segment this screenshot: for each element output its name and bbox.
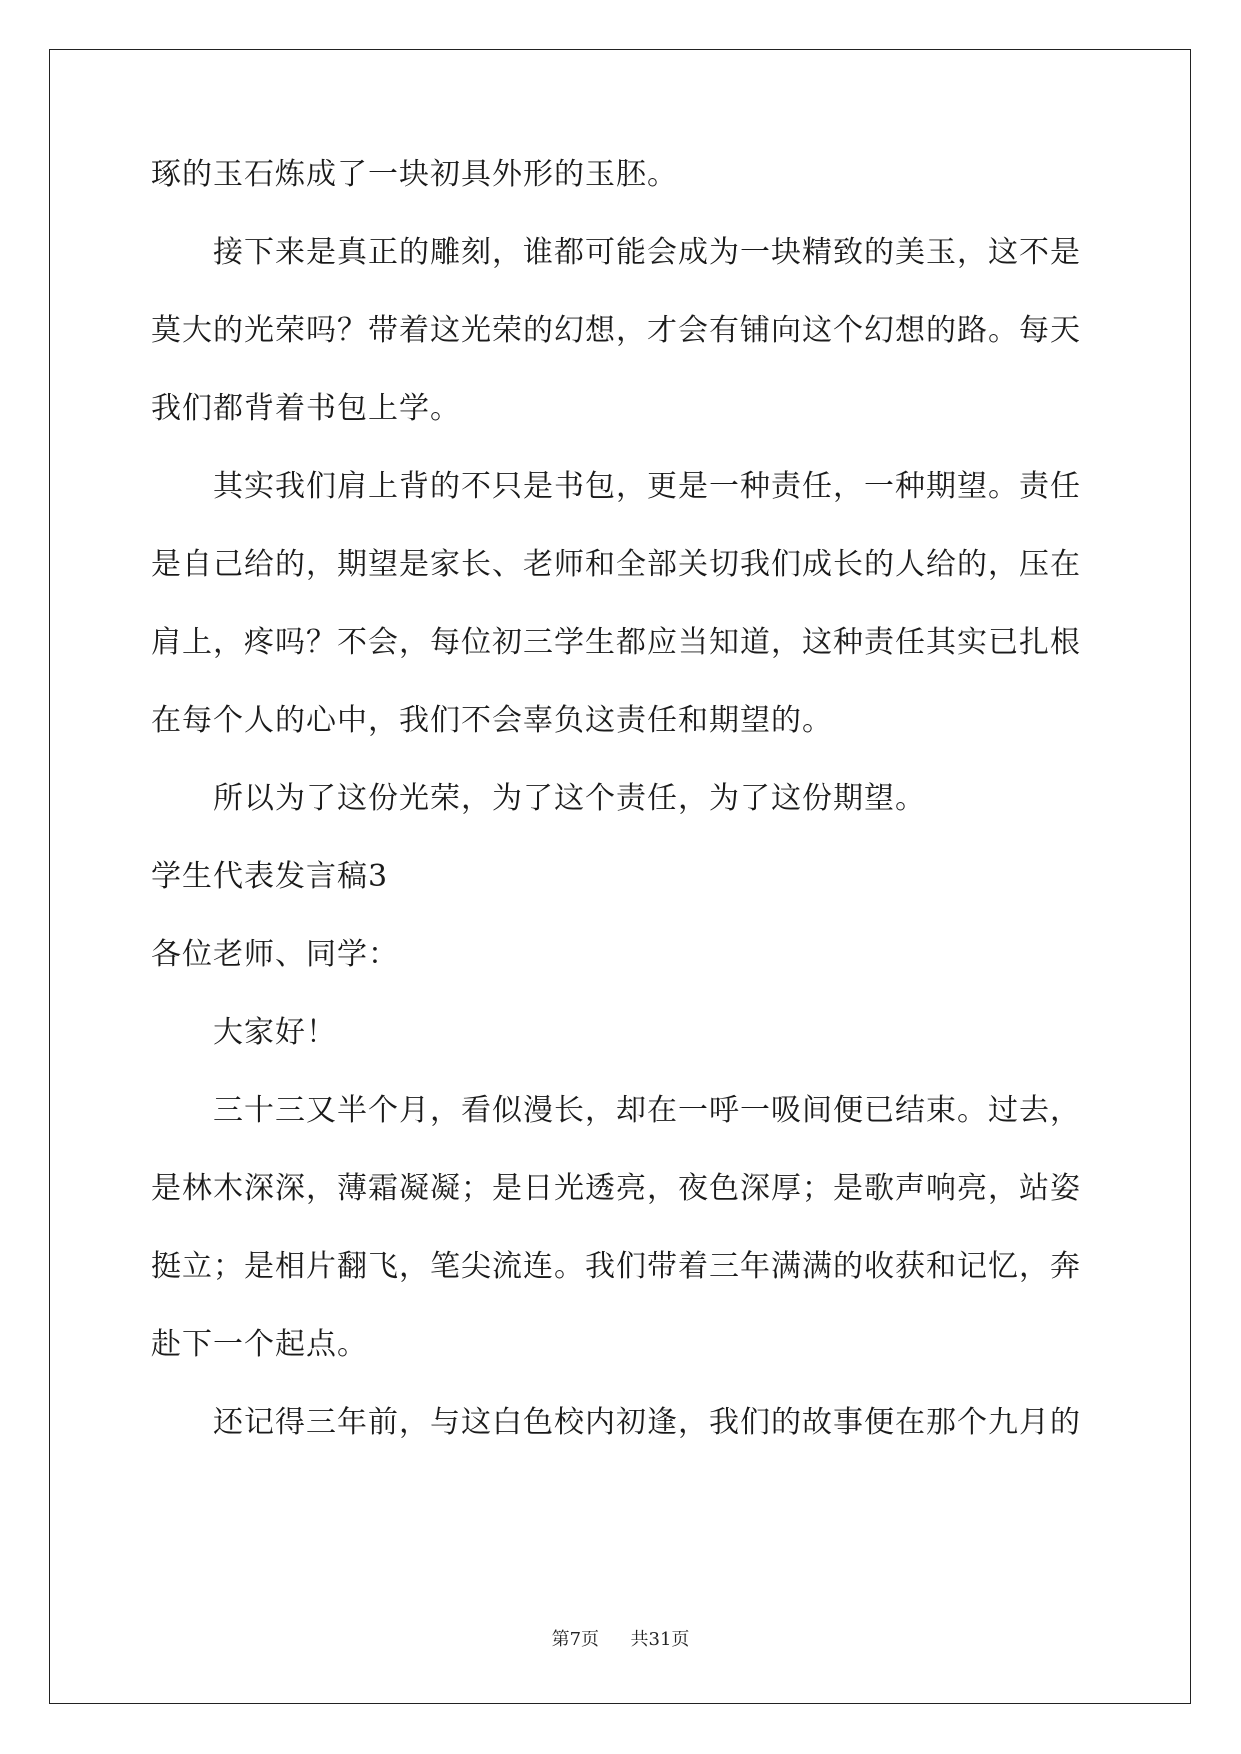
paragraph-line: 还记得三年前，与这白色校内初逢，我们的故事便在那个九月的 [213,1405,1081,1440]
text-line: 是林木深深，薄霜凝凝；是日光透亮，夜色深厚；是歌声响亮，站姿 [151,1171,1081,1206]
text-line: 肩上，疼吗？不会，每位初三学生都应当知道，这种责任其实已扎根 [151,625,1081,660]
greeting: 大家好！ [213,1015,337,1050]
page-number: 第7页 [551,1629,600,1650]
paragraph-line: 所以为了这份光荣，为了这个责任，为了这份期望。 [213,781,926,816]
paragraph-line: 其实我们肩上背的不只是书包，更是一种责任，一种期望。责任 [213,469,1081,504]
salutation: 各位老师、同学： [151,937,399,972]
page-footer [0,1625,1241,1651]
paragraph-line: 三十三又半个月，看似漫长，却在一呼一吸间便已结束。过去， [213,1093,1081,1128]
text-line: 是自己给的，期望是家长、老师和全部关切我们成长的人给的，压在 [151,547,1081,582]
document-body [151,155,1091,1481]
text-line: 挺立；是相片翻飞，笔尖流连。我们带着三年满满的收获和记忆，奔 [151,1249,1081,1284]
paragraph-line: 接下来是真正的雕刻，谁都可能会成为一块精致的美玉，这不是 [213,235,1081,270]
text-line: 莫大的光荣吗？带着这光荣的幻想，才会有铺向这个幻想的路。每天 [151,313,1081,348]
text-line: 我们都背着书包上学。 [151,391,461,426]
text-line: 在每个人的心中，我们不会辜负这责任和期望的。 [151,703,833,738]
text-line: 赴下一个起点。 [151,1327,368,1362]
page-total: 共31页 [630,1629,690,1650]
text-line: 琢的玉石炼成了一块初具外形的玉胚。 [151,157,678,192]
section-heading: 学生代表发言稿3 [151,859,389,894]
